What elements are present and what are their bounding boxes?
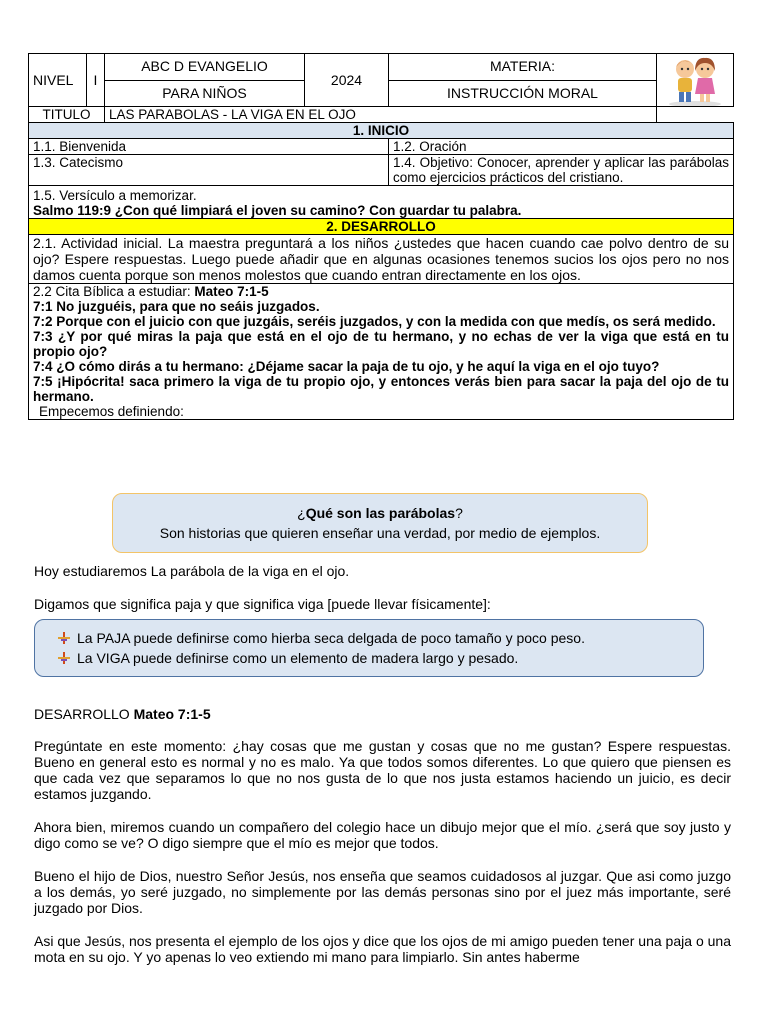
verse-3: 7:3 ¿Y por qué miras la paja que está en el ojo de tu hermano, y no echas de ver la viga que está en tu propio ojo? bbox=[33, 329, 729, 359]
pin-bullet-icon bbox=[57, 651, 71, 665]
materia-label: MATERIA: bbox=[389, 54, 657, 81]
paragraph-2: Ahora bien, miremos cuando un compañero del colegio hace un dibujo mejor que el mío. ¿será que soy justo y digo como se ve? O digo siempre que el mío es mejor que todos. bbox=[34, 819, 731, 851]
materia-value: INSTRUCCIÓN MORAL bbox=[389, 80, 657, 107]
definition-viga: La VIGA puede definirse como un elemento de madera largo y pesado. bbox=[77, 650, 519, 666]
versiculo-block bbox=[29, 186, 734, 219]
paragraph-3: Bueno el hijo de Dios, nuestro Señor Jesús, nos enseña que seamos cuidadosos al juzgar. Que asi como juzgo a los demás, yo seré juzgado, no simplemente por las demás personas sino por el juez más importante, seré juzgado por Dios. bbox=[34, 868, 731, 916]
cita-block bbox=[29, 284, 734, 420]
titulo-label: TITULO bbox=[29, 107, 105, 123]
parabolas-question bbox=[113, 503, 647, 523]
verse-1: 7:1 No juzguéis, para que no seáis juzgados. bbox=[33, 299, 320, 314]
cita-line bbox=[33, 284, 729, 299]
oracion: 1.2. Oración bbox=[389, 139, 734, 155]
objetivo: 1.4. Objetivo: Conocer, aprender y aplicar las parábolas como ejercicios prácticos del cristiano. bbox=[389, 155, 734, 186]
actividad-inicial: 2.1. Actividad inicial. La maestra preguntará a los niños ¿ustedes que hacen cuando cae polvo dentro de su ojo? Espere respuestas. Luego puede añadir que en algunas ocasiones tenemos sucios los ojos pero no nos damos cuenta porque son menos molestos que cuando entran directamente en los ojos. bbox=[29, 235, 734, 284]
pin-bullet-icon bbox=[57, 631, 71, 645]
verse-5: 7:5 ¡Hipócrita! saca primero la viga de tu propio ojo, y entonces verás bien para sacar la paja del ojo de tu hermano. bbox=[33, 374, 729, 404]
versiculo-label: 1.5. Versículo a memorizar. bbox=[33, 188, 197, 203]
paragraph-4: Asi que Jesús, nos presenta el ejemplo de los ojos y dice que los ojos de mi amigo pueden tener una paja o una mota en su ojo. Y yo apenas lo veo extiendo mi mano para limpiarlo. Sin antes haberme bbox=[34, 933, 731, 965]
question-bold: Qué son las parábolas bbox=[305, 505, 456, 521]
children-logo-icon bbox=[664, 54, 726, 106]
logo-spacer bbox=[657, 107, 734, 123]
parabolas-box bbox=[112, 493, 648, 553]
cita-label: 2.2 Cita Bíblica a estudiar: bbox=[33, 284, 195, 299]
logo-cell bbox=[657, 54, 734, 107]
empecemos: Empecemos definiendo: bbox=[39, 404, 184, 419]
bienvenida: 1.1. Bienvenida bbox=[29, 139, 389, 155]
definitions-box bbox=[34, 619, 704, 677]
nivel-value: I bbox=[87, 54, 105, 107]
cita-ref: Mateo 7:1-5 bbox=[194, 284, 269, 299]
question-prefix: ¿ bbox=[297, 505, 306, 521]
paragraph-1: Pregúntate en este momento: ¿hay cosas que me gustan y cosas que no me gustan? Espere respuestas. Bueno en general esto es normal y no es malo. Ya que todos somos diferentes. Lo que quiero que piensen es que cada vez que separamos lo que no nos gusta de lo que nos justa estamos haciendo un juicio, es decir estamos juzgando. bbox=[34, 738, 731, 802]
desarrollo-section-title: 2. DESARROLLO bbox=[29, 219, 734, 235]
verse-4: 7:4 ¿O cómo dirás a tu hermano: ¿Déjame sacar la paja de tu ojo, y he aquí la viga en el ojo tuyo? bbox=[33, 359, 660, 374]
definition-item bbox=[57, 648, 703, 668]
verse-2: 7:2 Porque con el juicio con que juzgáis, seréis juzgados, y con la medida con que medís, os será medido. bbox=[33, 314, 716, 329]
definition-item bbox=[57, 628, 703, 648]
para-hoy: Hoy estudiaremos La parábola de la viga en el ojo. bbox=[34, 563, 350, 579]
parabolas-answer: Son historias que quieren enseñar una verdad, por medio de ejemplos. bbox=[159, 525, 601, 541]
desarrollo-heading bbox=[34, 706, 211, 722]
definition-paja: La PAJA puede definirse como hierba seca delgada de poco tamaño y poco peso. bbox=[77, 630, 585, 646]
inicio-section-title: 1. INICIO bbox=[29, 123, 734, 139]
question-suffix: ? bbox=[455, 505, 463, 521]
versiculo-text: Salmo 119:9 ¿Con qué limpiará el joven su camino? Con guardar tu palabra. bbox=[33, 203, 522, 218]
desarrollo-heading-ref: Mateo 7:1-5 bbox=[133, 706, 211, 722]
titulo-value: LAS PARABOLAS - LA VIGA EN EL OJO bbox=[105, 107, 657, 123]
para-digamos: Digamos que significa paja y que significa viga [puede llevar físicamente]: bbox=[34, 596, 491, 612]
desarrollo-heading-text: DESARROLLO bbox=[34, 706, 134, 722]
catecismo: 1.3. Catecismo bbox=[29, 155, 389, 186]
lesson-table bbox=[28, 53, 734, 420]
nivel-label: NIVEL bbox=[29, 54, 87, 107]
program-line1: ABC D EVANGELIO bbox=[105, 54, 305, 81]
lesson-page bbox=[28, 53, 733, 420]
program-line2: PARA NIÑOS bbox=[105, 80, 305, 107]
year: 2024 bbox=[305, 54, 389, 107]
